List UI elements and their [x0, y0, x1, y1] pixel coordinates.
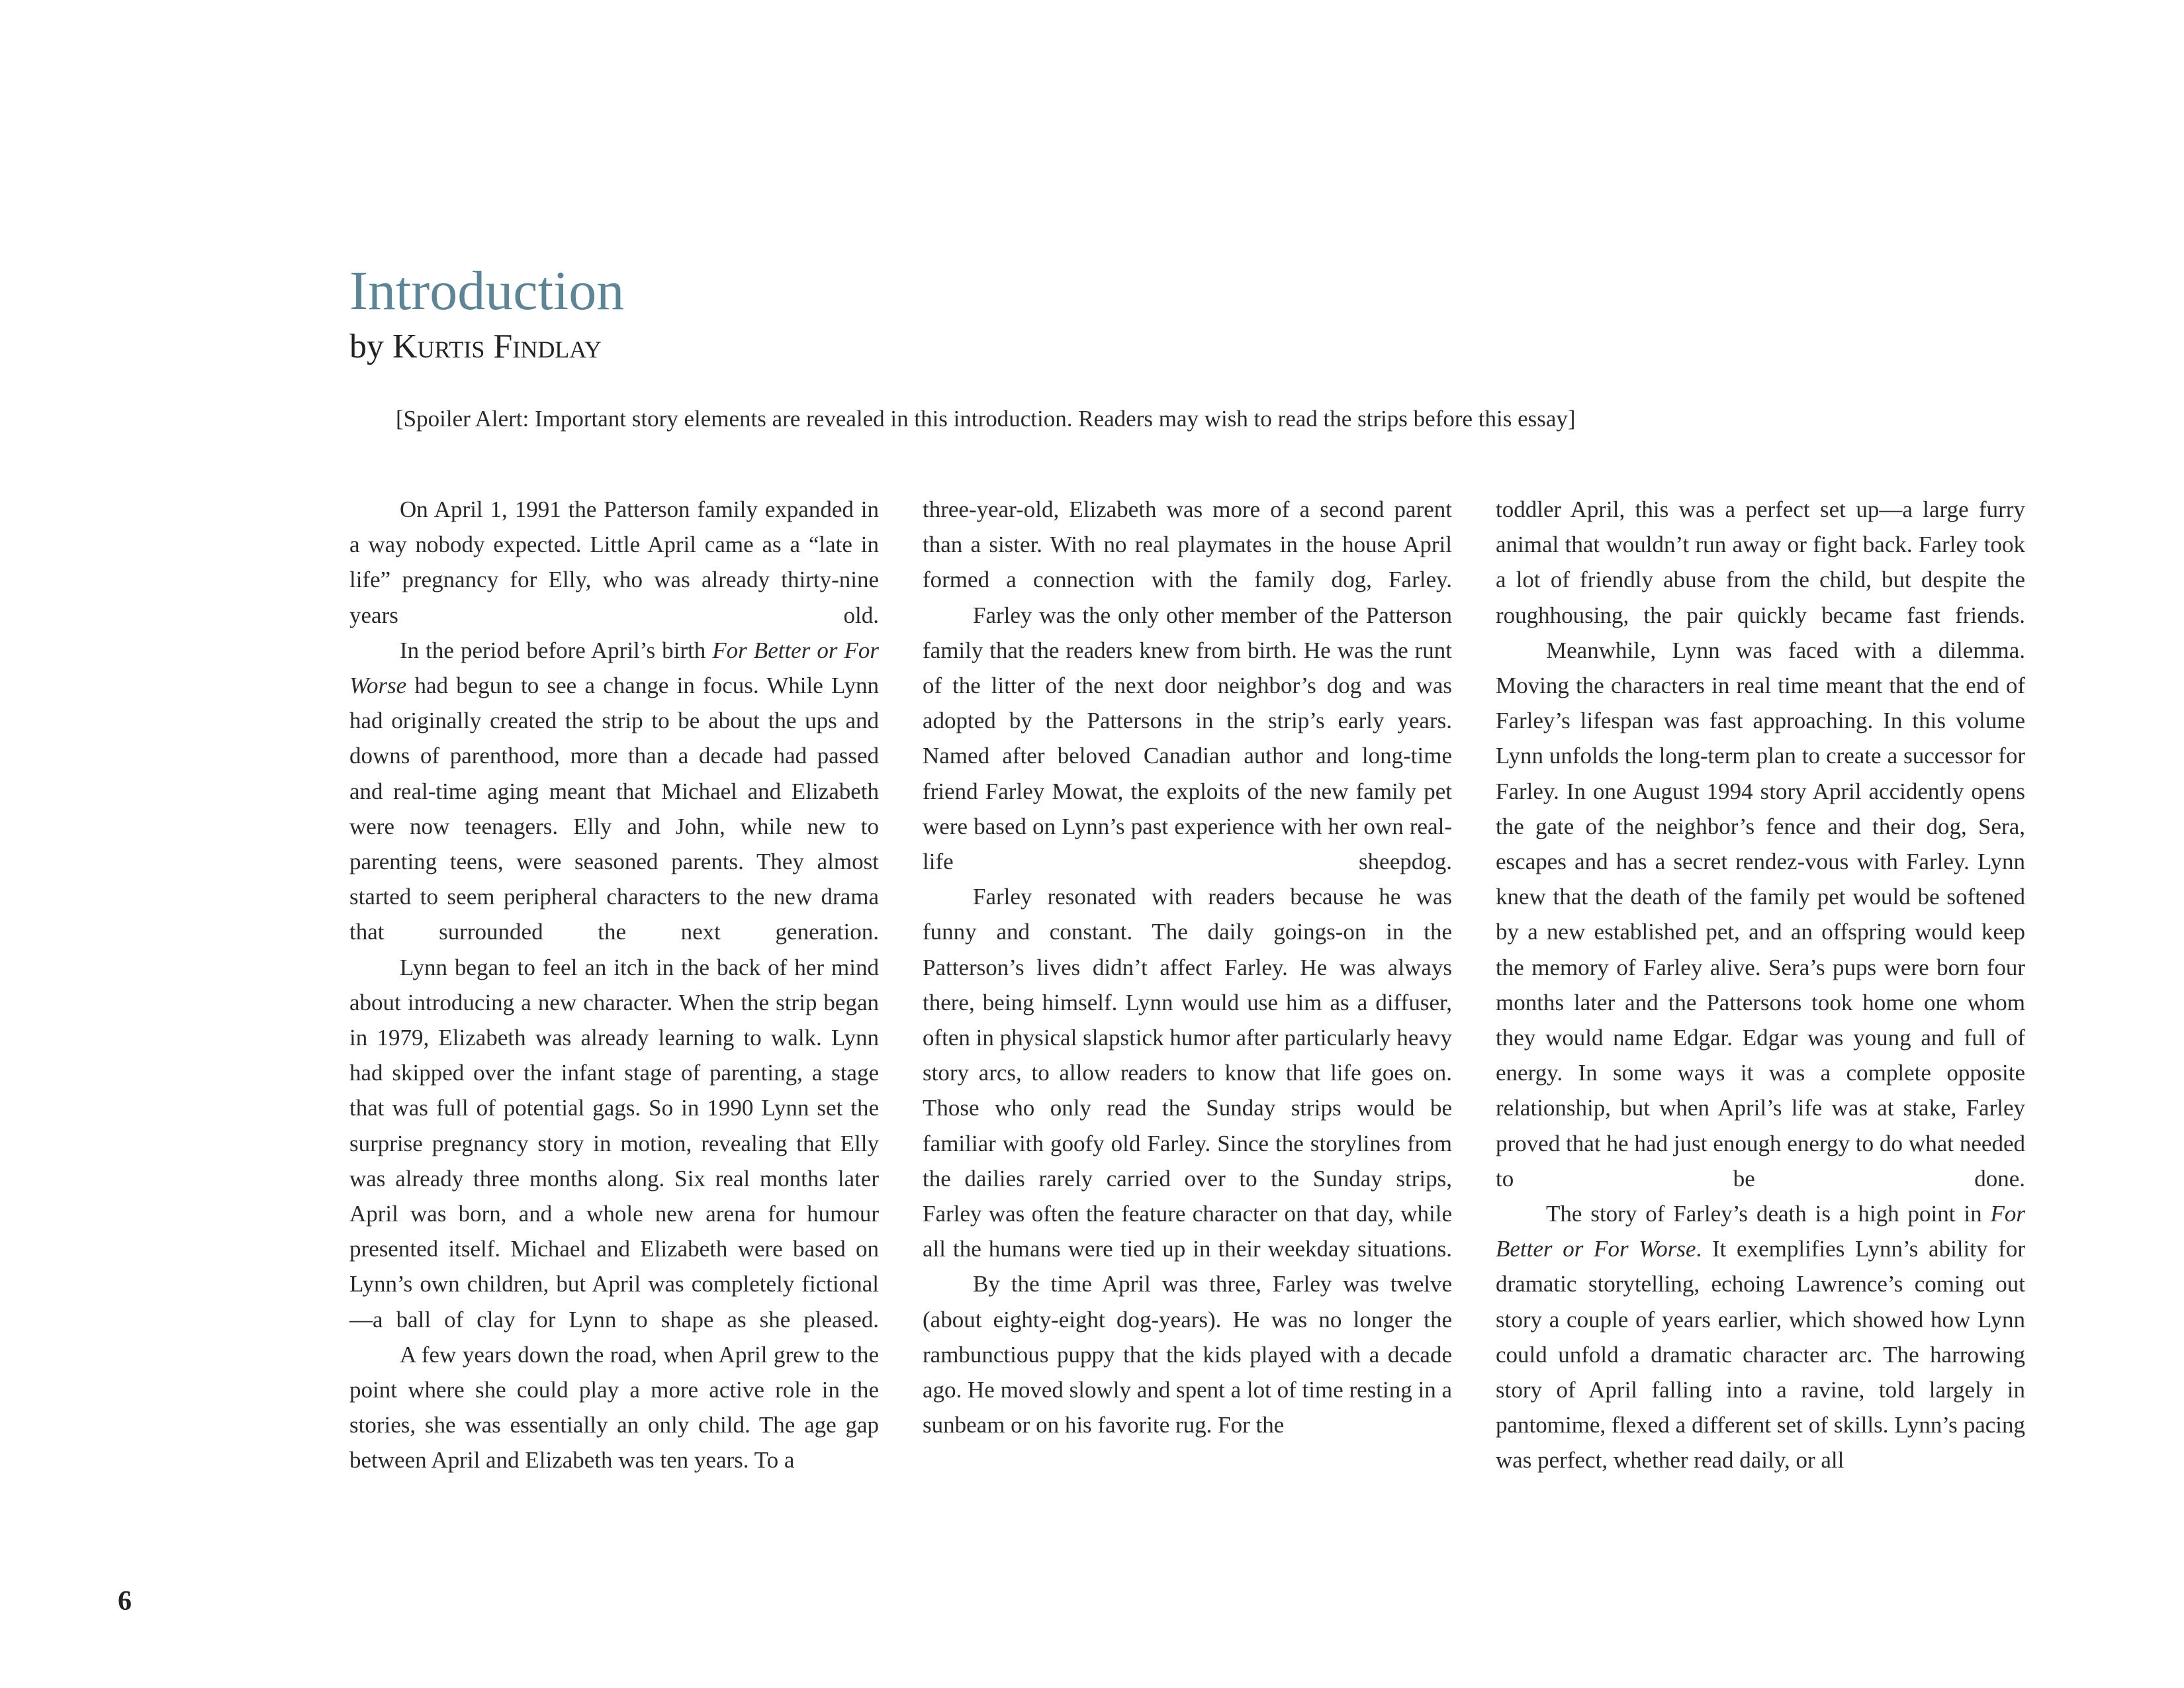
text-column-2: [923, 492, 1452, 1442]
paragraph-text: . It exemplifies Lynn’s ability for dramatic storytelling, echoing Lawrence’s coming out story a couple of years earlier, which showed how Lynn could unfold a dramatic character arc. The harrowing story of April falling into a ravine, told largely in pantomime, flexed a different set of skills. Lynn’s pacing was perfect, whether read daily, or all: [1496, 1236, 2025, 1474]
byline-prefix: by: [349, 328, 392, 365]
paragraph: Farley resonated with readers because he was funny and constant. The daily goings-on in the Patterson’s lives didn’t affect Farley. He was always there, being himself. Lynn would use him as a diffuser, often in physical slapstick humor after particularly heavy story arcs, to allow readers to know that life goes on. Those who only read the Sunday strips would be familiar with goofy old Farley. Since the storylines from the dailies rarely carried over to the Sunday strips, Farley was often the feature character on that day, while all the humans were tied up in their weekday situations.: [923, 884, 1452, 1262]
paragraph-text: had begun to see a change in focus. While Lynn had originally created the strip to be about the ups and downs of parenthood, more than a decade had passed and real-time aging meant that Michael and Elizabeth were now teenagers. Elly and John, while new to parenting teens, were seasoned parents. They almost started to seem peripheral characters to the new drama that surrounded the next generation.: [349, 673, 879, 945]
paragraph: [349, 633, 879, 950]
paragraph: [1496, 1196, 2025, 1478]
byline: [349, 330, 602, 364]
paragraph: By the time April was three, Farley was twelve (about eighty-eight dog-years). He was no longer the rambunctious puppy that the kids played with a decade ago. He moved slowly and spent a lot of time resting in a sunbeam or on his favorite rug. For the: [923, 1271, 1452, 1438]
page-number: 6: [118, 1586, 132, 1617]
paragraph: three-year-old, Elizabeth was more of a second parent than a sister. With no real playmates in the house April formed a connection with the family dog, Farley.: [923, 496, 1452, 593]
work-title-italic: For Better or For Worse: [349, 637, 880, 699]
paragraph: Lynn began to feel an itch in the back of her mind about introducing a new character. When the strip began in 1979, Elizabeth was already learning to walk. Lynn had skipped over the infant stage of parenting, a stage that was full of potential gags. So in 1990 Lynn set the surprise pregnancy story in motion, revealing that Elly was already three months along. Six real months later April was born, and a whole new arena for humour presented itself. Michael and Elizabeth were based on Lynn’s own children, but April was completely fictional—a ball of clay for Lynn to shape as she pleased.: [349, 954, 879, 1333]
text-column-1: [349, 492, 879, 1478]
paragraph: A few years down the road, when April grew to the point where she could play a more active role in the stories, she was essentially an only child. The age gap between April and Elizabeth was ten years. To a: [349, 1341, 879, 1474]
paragraph: On April 1, 1991 the Patterson family expanded in a way nobody expected. Little April came as a “late in life” pregnancy for Elly, who was already thirty-nine years old.: [349, 496, 879, 628]
paragraph: Farley was the only other member of the Patterson family that the readers knew from birth. He was the runt of the litter of the next door neighbor’s dog and was adopted by the Pattersons in the strip’s early years. Named after beloved Canadian author and long-time friend Farley Mowat, the exploits of the new family pet were based on Lynn’s past experience with her own real-life sheepdog.: [923, 602, 1452, 875]
text-column-3: [1496, 492, 2025, 1478]
page-title: Introduction: [349, 260, 625, 322]
paragraph-text: In the period before April’s birth: [400, 637, 713, 663]
author-last-name: Findlay: [493, 328, 602, 365]
work-title-italic: For Better or For Worse: [1496, 1201, 2025, 1262]
author-first-name: Kurtis: [392, 328, 485, 365]
paragraph: Meanwhile, Lynn was faced with a dilemma. Moving the characters in real time meant that the end of Farley’s lifespan was fast approaching. In this volume Lynn unfolds the long-term plan to create a successor for Farley. In one August 1994 story April accidently opens the gate of the neighbor’s fence and their dog, Sera, escapes and has a secret rendez-vous with Farley. Lynn knew that the death of the family pet would be softened by a new established pet, and an offspring would keep the memory of Farley alive. Sera’s pups were born four months later and the Pattersons took home one whom they would name Edgar. Edgar was young and full of energy. In some ways it was a complete opposite relationship, but when April’s life was at stake, Farley proved that he had just enough energy to do what needed to be done.: [1496, 637, 2025, 1192]
paragraph: toddler April, this was a perfect set up—a large furry animal that wouldn’t run away or fight back. Farley took a lot of friendly abuse from the child, but despite the roughhousing, the pair quickly became fast friends.: [1496, 496, 2025, 628]
paragraph-text: The story of Farley’s death is a high point in: [1546, 1201, 1991, 1227]
spoiler-note: [Spoiler Alert: Important story elements are revealed in this introduction. Readers may wish to read the strips before this essay]: [396, 406, 1576, 432]
